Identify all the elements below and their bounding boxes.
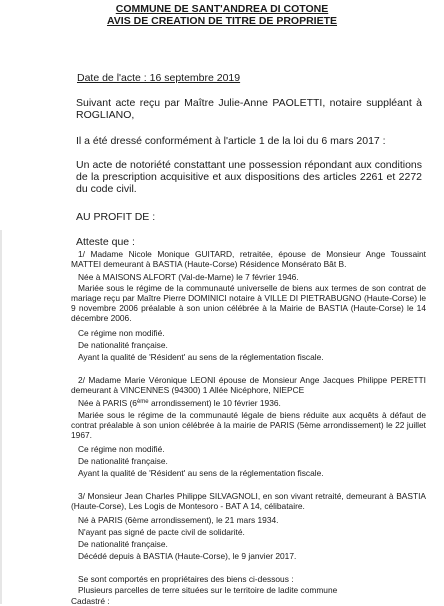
- person2-identity: 2/ Madame Marie Véronique LEONI épouse de Monsieur Ange Jacques Philippe PERETTI demeurant à VINCENNES (94300) 1 Allée Nicéphore, NIEPCE: [71, 375, 426, 395]
- person2-birth: Née à PARIS (6ème arrondissement) le 10 février 1936.: [78, 398, 281, 408]
- person2-nationality: De nationalité française.: [78, 456, 168, 466]
- intro-law: Il a été dressé conformément à l'article 1 de la loi du 6 mars 2017 :: [76, 135, 386, 147]
- commune-title: COMMUNE DE SANT'ANDREA DI COTONE: [115, 3, 329, 15]
- act-date: Date de l'acte : 16 septembre 2019: [77, 72, 241, 84]
- person3-pacs: N'ayant pas signé de pacte civil de solidarité.: [78, 527, 245, 537]
- notice-title: AVIS DE CREATION DE TITRE DE PROPRIETE: [106, 15, 338, 27]
- person1-birth: Née à MAISONS ALFORT (Val-de-Marne) le 7 février 1946.: [78, 272, 299, 282]
- page-edge-shadow: [0, 230, 2, 604]
- person3-identity: 3/ Monsieur Jean Charles Philippe SILVAGNOLI, en son vivant retraité, demeurant à BASTIA (Haute-Corse), Les Logis de Montesoro - BAT A 14, célibataire.: [71, 491, 426, 511]
- person3-birth: Né à PARIS (6ème arrondissement), le 21 mars 1934.: [78, 515, 279, 525]
- person3-nationality: De nationalité française.: [78, 539, 168, 549]
- person1-regime: Ce régime non modifié.: [78, 328, 165, 338]
- person3-death: Décédé depuis à BASTIA (Haute-Corse), le 9 janvier 2017.: [78, 551, 297, 561]
- closing-properties: Se sont comportés en propriétaires des biens ci-dessous :: [78, 574, 294, 584]
- closing-parcels: Plusieurs parcelles de terre situées sur le territoire de ladite commune: [78, 585, 338, 595]
- closing-cadastre: Cadastré :: [71, 596, 110, 606]
- person1-nationality: De nationalité française.: [78, 340, 168, 350]
- intro-notary: Suivant acte reçu par Maître Julie-Anne PAOLETTI, notaire suppléant à ROGLIANO,: [76, 97, 422, 121]
- au-profit-de: AU PROFIT DE :: [76, 211, 156, 223]
- person2-marriage: Mariée sous le régime de la communauté légale de biens réduite aux acquêts à défaut de contrat préalable à son union célébrée à la mairie de PARIS (5ème arrondissement) le 22 juillet 1967.: [71, 410, 426, 440]
- person1-residency: Ayant la qualité de 'Résident' au sens de la réglementation fiscale.: [78, 352, 324, 362]
- person1-marriage: Mariée sous le régime de la communauté universelle de biens aux termes de son contrat de mariage reçu par Maître Pierre DOMINICI notaire à VILLE DI PIETRABUGNO (Haute-Corse) le 9 novembre 2006 préalable à son union célébrée à la Mairie de BASTIA (Haute-Corse) le 14 décembre 2006.: [71, 283, 426, 323]
- intro-notoriety: Un acte de notoriété constattant une possession répondant aux conditions de la prescription acquisitive et aux dispositions des articles 2261 et 2272 du code civil.: [76, 159, 422, 195]
- attest-heading: Atteste que :: [76, 236, 135, 248]
- person2-regime: Ce régime non modifié.: [78, 444, 165, 454]
- person1-identity: 1/ Madame Nicole Monique GUITARD, retraitée, épouse de Monsieur Ange Toussaint MATTEI demeurant à BASTIA (Haute-Corse) Résidence Monsérato Bât B.: [71, 249, 426, 269]
- person2-residency: Ayant la qualité de 'Résident' au sens de la réglementation fiscale.: [78, 468, 324, 478]
